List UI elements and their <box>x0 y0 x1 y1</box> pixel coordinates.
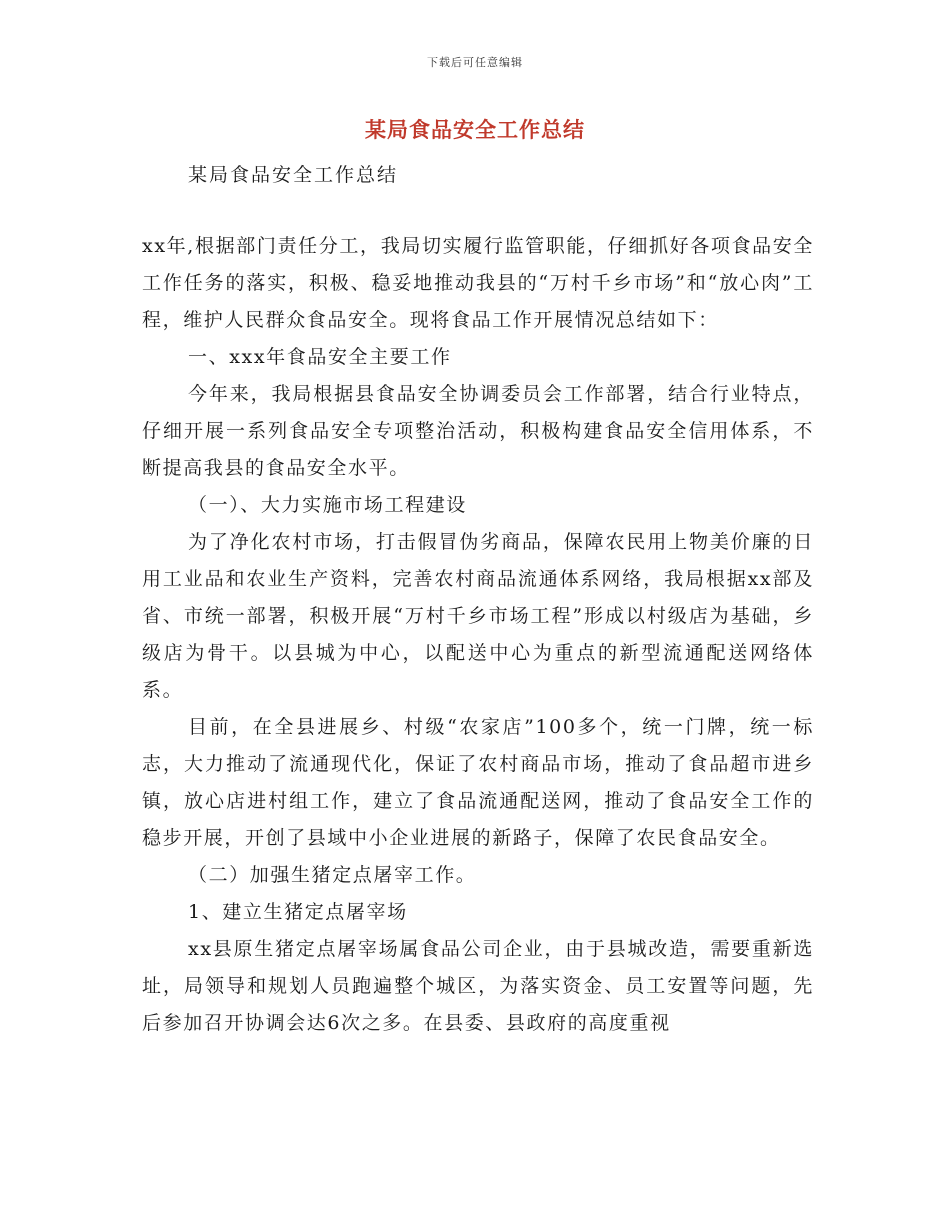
header-note: 下载后可任意编辑 <box>427 56 523 69</box>
paragraph-current: 目前，在全县进展乡、村级“农家店”100多个，统一门牌，统一标志，大力推动了流通现代化，保证了农村商品市场，推动了食品超市进乡镇，放心店进村组工作，建立了食品流通配送网，推动了食品安全工作的稳步开展，开创了县域中小企业进展的新路子，保障了农民食品安全。 <box>142 716 814 849</box>
section-heading-1: 一、xxx年食品安全主要工作 <box>188 346 452 368</box>
paragraph-intro: xx年,根据部门责任分工，我局切实履行监管职能，仔细抓好各项食品安全工作任务的落实，积极、稳妥地推动我县的“万村千乡市场”和“放心肉”工程，维护人民群众食品安全。现将食品工作开展情况总结如下： <box>142 235 814 331</box>
subsection-heading-2: （二）加强生猪定点屠宰工作。 <box>188 864 477 886</box>
document-title: 某局食品安全工作总结 <box>365 118 585 142</box>
paragraph-market: 为了净化农村市场，打击假冒伪劣商品，保障农民用上物美价廉的日用工业品和农业生产资料，完善农村商品流通体系网络，我局根据xx部及省、市统一部署，积极开展“万村千乡市场工程”形成以村级店为基础，乡级店为骨干。以县城为中心，以配送中心为重点的新型流通配送网络体系。 <box>142 531 814 701</box>
subsection-heading-1: （一）、大力实施市场工程建设 <box>188 494 467 516</box>
document-body <box>142 228 814 1042</box>
document-subtitle: 某局食品安全工作总结 <box>188 164 399 186</box>
item-heading-1: 1、建立生猪定点屠宰场 <box>188 901 408 923</box>
paragraph-slaughterhouse: xx县原生猪定点屠宰场属食品公司企业，由于县城改造，需要重新选址，局领导和规划人员跑遍整个城区，为落实资金、员工安置等问题，先后参加召开协调会达6次之多。在县委、县政府的高度重视 <box>142 938 814 1034</box>
paragraph-overview: 今年来，我局根据县食品安全协调委员会工作部署，结合行业特点，仔细开展一系列食品安全专项整治活动，积极构建食品安全信用体系，不断提高我县的食品安全水平。 <box>142 383 814 479</box>
